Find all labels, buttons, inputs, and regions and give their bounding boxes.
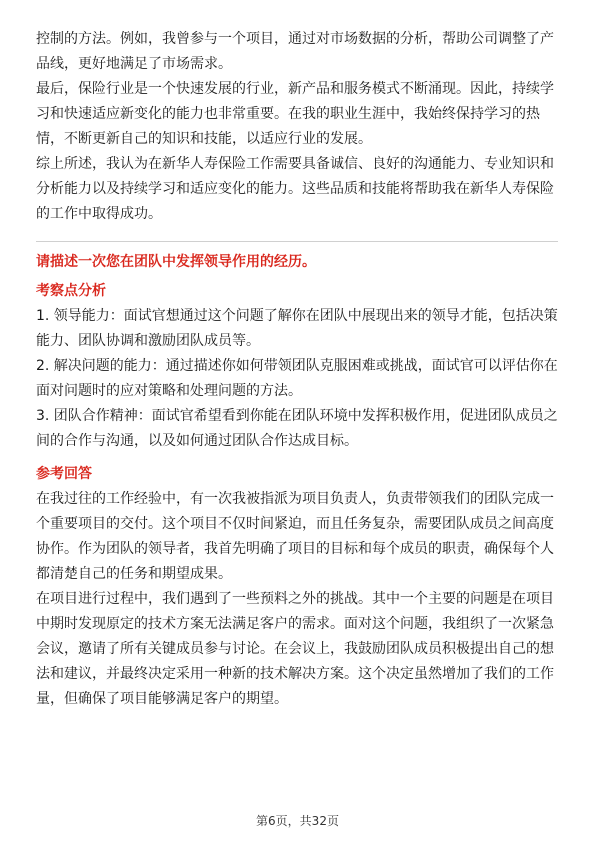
answer-section (36, 462, 558, 712)
analysis-item: 1. 领导能力：面试官想通过这个问题了解你在团队中展现出来的领导才能，包括决策能力、团队协调和激励团队成员等。 (36, 308, 558, 349)
question-title: 请描述一次您在团队中发挥领导作用的经历。 (36, 254, 316, 270)
intro-paragraph: 最后，保险行业是一个快速发展的行业，新产品和服务模式不断涌现。因此，持续学习和快速适应新变化的能力也非常重要。在我的职业生涯中，我始终保持学习的热情，不断更新自己的知识和技能，以适应行业的发展。 (36, 81, 554, 147)
document-page (36, 27, 558, 712)
intro-section (36, 27, 558, 227)
analysis-item: 2. 解决问题的能力：通过描述你如何带领团队克服困难或挑战，面试官可以评估你在面对问题时的应对策略和处理问题的方法。 (36, 358, 558, 399)
answer-paragraph: 在项目进行过程中，我们遇到了一些预料之外的挑战。其中一个主要的问题是在项目中期时发现原定的技术方案无法满足客户的需求。面对这个问题，我组织了一次紧急会议，邀请了所有关键成员参与讨论。在会议上，我鼓励团队成员积极提出自己的想法和建议，并最终决定采用一种新的技术解决方案。这个决定虽然增加了我们的工作量，但确保了项目能够满足客户的期望。 (36, 591, 554, 707)
section-divider (36, 241, 558, 242)
answer-paragraph: 在我过往的工作经验中，有一次我被指派为项目负责人，负责带领我们的团队完成一个重要项目的交付。这个项目不仅时间紧迫，而且任务复杂，需要团队成员之间高度协作。作为团队的领导者，我首先明确了项目的目标和每个成员的职责，确保每个人都清楚自己的任务和期望成果。 (36, 491, 554, 582)
page-number-footer: 第6页，共32页 (256, 814, 339, 828)
analysis-item: 3. 团队合作精神：面试官希望看到你能在团队环境中发挥积极作用，促进团队成员之间的合作与沟通，以及如何通过团队合作达成目标。 (36, 408, 558, 449)
analysis-section (36, 279, 558, 454)
intro-paragraph: 控制的方法。例如，我曾参与一个项目，通过对市场数据的分析，帮助公司调整了产品线，更好地满足了市场需求。 (36, 31, 554, 72)
answer-heading: 参考回答 (36, 466, 92, 482)
intro-paragraph: 综上所述，我认为在新华人寿保险工作需要具备诚信、良好的沟通能力、专业知识和分析能力以及持续学习和适应变化的能力。这些品质和技能将帮助我在新华人寿保险的工作中取得成功。 (36, 156, 554, 222)
analysis-heading: 考察点分析 (36, 283, 106, 299)
